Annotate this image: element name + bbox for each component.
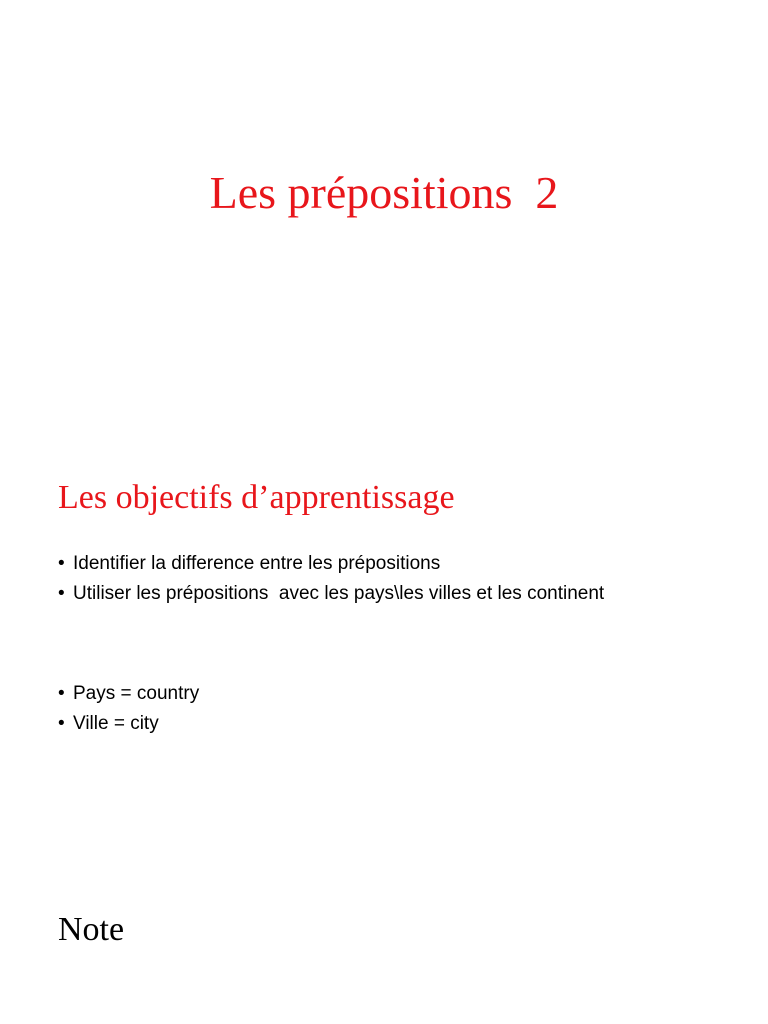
note-label: Note	[58, 911, 125, 948]
bullet-icon: •	[58, 553, 65, 574]
list-item	[58, 579, 604, 609]
list-item-text: Utiliser les prépositions avec les pays\les villes et les continent	[73, 583, 605, 604]
page-title: Les prépositions 2	[209, 167, 559, 218]
list-item	[58, 549, 604, 579]
objectives-list	[58, 549, 604, 609]
list-item-text: Ville = city	[73, 713, 159, 734]
list-item-text: Identifier la difference entre les prépositions	[73, 553, 441, 574]
bullet-icon: •	[58, 713, 65, 734]
list-item-text: Pays = country	[73, 683, 200, 704]
list-item	[58, 679, 199, 709]
bullet-icon: •	[58, 583, 65, 604]
list-item	[58, 709, 199, 739]
section-heading: Les objectifs d’apprentissage	[58, 479, 455, 516]
vocabulary-list	[58, 679, 199, 739]
bullet-icon: •	[58, 683, 65, 704]
